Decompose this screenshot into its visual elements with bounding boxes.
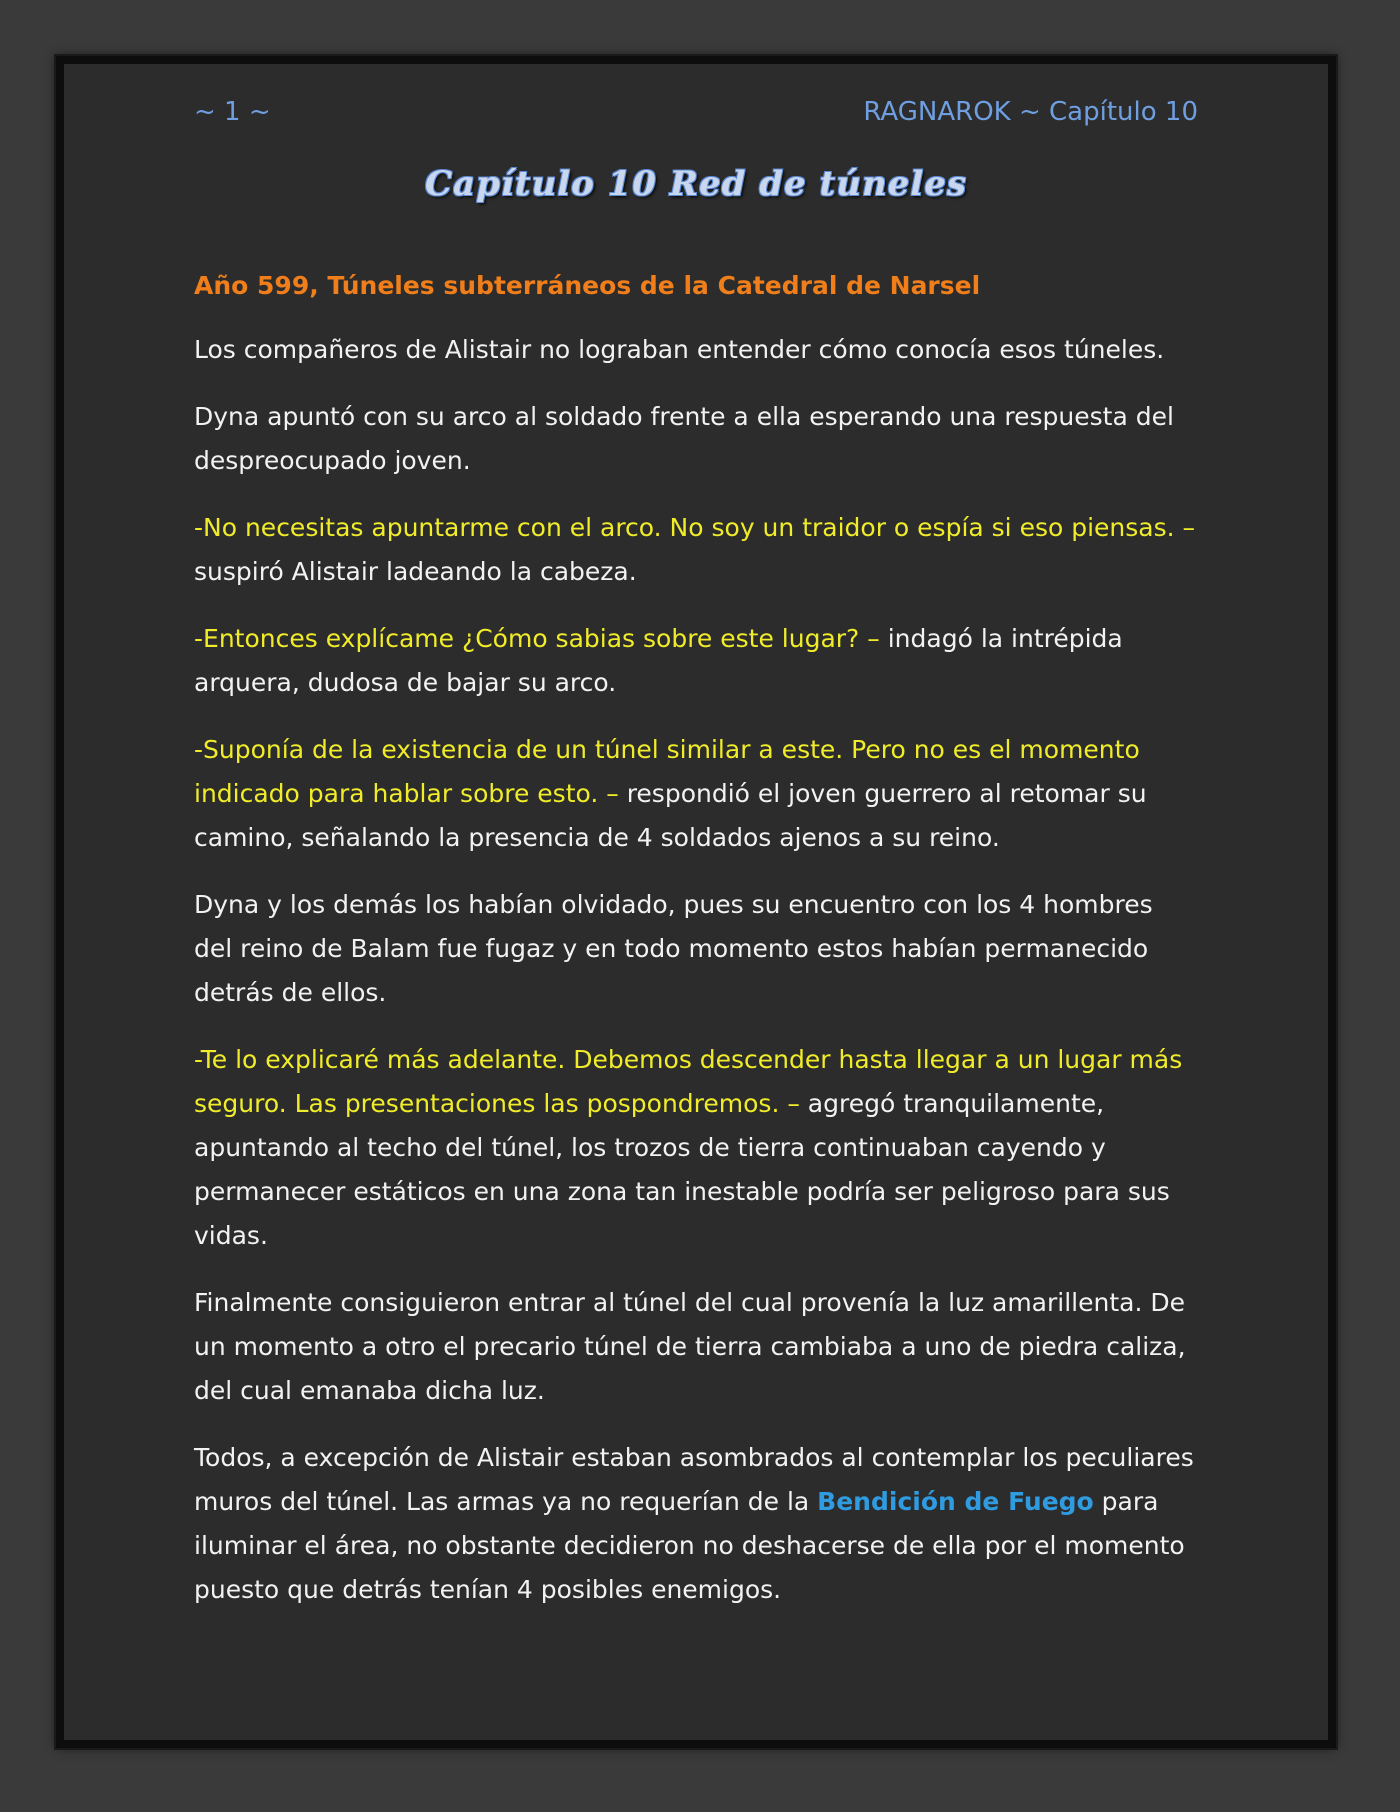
location-heading: Año 599, Túneles subterráneos de la Catedral de Narsel [194, 271, 981, 300]
running-title: RAGNAROK ~ Capítulo 10 [863, 97, 1198, 127]
dialogue-line: -No necesitas apuntarme con el arco. No soy un traidor o espía si eso piensas. – [194, 513, 1196, 542]
narration: suspiró Alistair ladeando la cabeza. [194, 557, 637, 586]
paragraph-1: Los compañeros de Alistair no lograban entender cómo conocía esos túneles. [194, 335, 1165, 364]
chapter-body [194, 264, 1198, 1635]
narration: indagó la intrépida arquera, dudosa de bajar su arco. [194, 624, 1123, 697]
page-header [194, 92, 1198, 132]
narration: respondió el joven guerrero al retomar su camino, señalando la presencia de 4 soldados ajenos a su reino. [194, 779, 1147, 852]
page-number: ~ 1 ~ [194, 97, 271, 127]
page-frame [56, 56, 1336, 1748]
paragraph-8: Finalmente consiguieron entrar al túnel del cual provenía la luz amarillenta. De un momento a otro el precario túnel de tierra cambiaba a uno de piedra caliza, del cual emanaba dicha luz. [194, 1288, 1186, 1405]
narration: Todos, a excepción de Alistair estaban asombrados al contemplar los peculiares muros del túnel. Las armas ya no requerían de la [194, 1443, 1194, 1516]
narration: agregó tranquilamente, apuntando al techo del túnel, los trozos de tierra continuaban cayendo y permanecer estáticos en una zona tan inestable podría ser peligroso para sus vidas. [194, 1089, 1170, 1250]
narration: para iluminar el área, no obstante decidieron no deshacerse de ella por el momento puesto que detrás tenían 4 posibles enemigos. [194, 1487, 1185, 1604]
paragraph-2: Dyna apuntó con su arco al soldado frente a ella esperando una respuesta del despreocupado joven. [194, 402, 1174, 475]
paragraph-7 [194, 1038, 1198, 1258]
paragraph-5 [194, 728, 1198, 860]
dialogue-line: -Te lo explicaré más adelante. Debemos descender hasta llegar a un lugar más seguro. Las presentaciones las pospondremos. – [194, 1045, 1183, 1118]
dialogue-line: -Suponía de la existencia de un túnel similar a este. Pero no es el momento indicado para hablar sobre esto. – [194, 735, 1140, 808]
paragraph-3 [194, 506, 1198, 594]
dialogue-line: -Entonces explícame ¿Cómo sabias sobre este lugar? – [194, 624, 880, 653]
highlighted-term: Bendición de Fuego [817, 1487, 1094, 1516]
paragraph-9 [194, 1436, 1198, 1612]
paragraph-4 [194, 617, 1198, 705]
chapter-title: Capítulo 10 Red de túneles [425, 164, 967, 204]
paragraph-6: Dyna y los demás los habían olvidado, pues su encuentro con los 4 hombres del reino de Balam fue fugaz y en todo momento estos habían permanecido detrás de ellos. [194, 890, 1153, 1007]
